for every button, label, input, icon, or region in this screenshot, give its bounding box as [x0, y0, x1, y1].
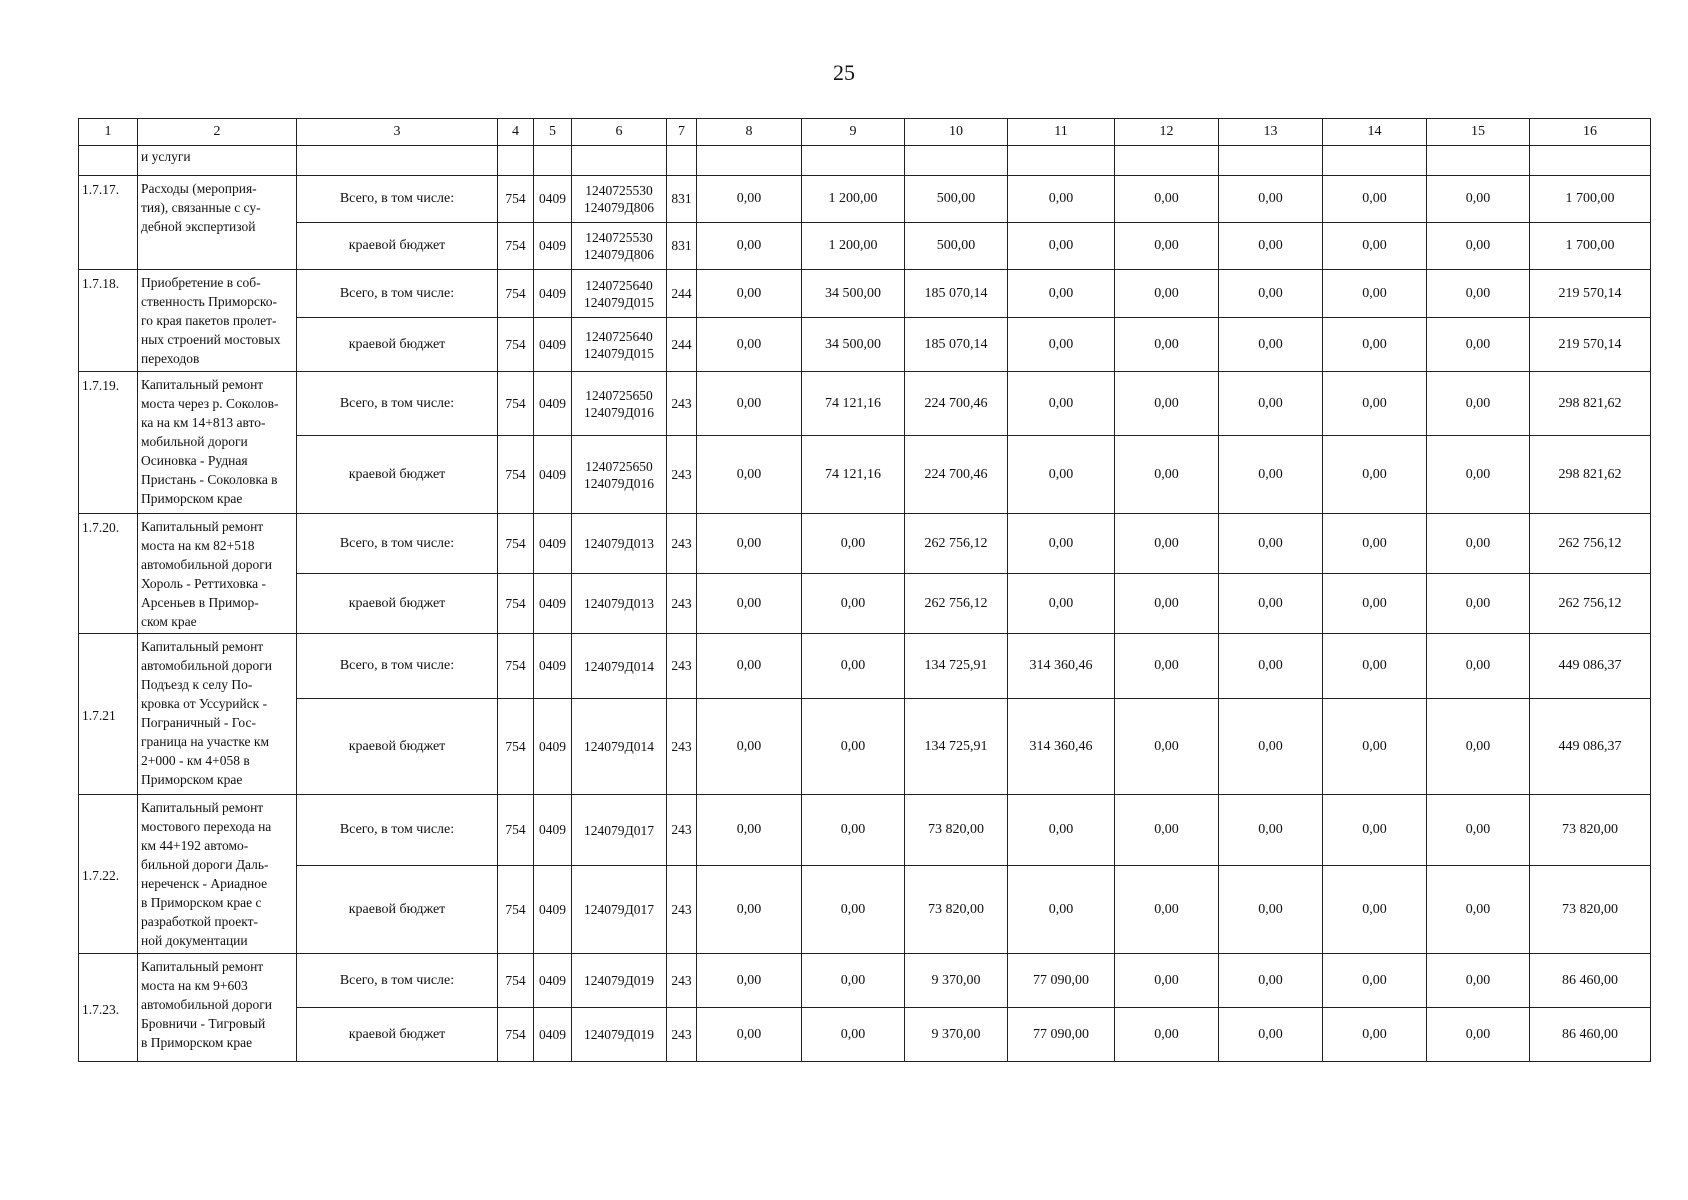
budget-table: [78, 118, 1651, 1062]
table-row: [79, 514, 1651, 574]
code-expense-type: 243: [667, 795, 697, 866]
code-target-article: 1240725530 124079Д806: [572, 223, 667, 270]
value-cell: 0,00: [1008, 436, 1115, 514]
value-cell: 0,00: [1115, 372, 1219, 436]
empty-cell: [534, 146, 572, 176]
value-cell: 0,00: [1427, 574, 1530, 634]
code-target-article: 124079Д019: [572, 1008, 667, 1062]
value-cell: 34 500,00: [802, 270, 905, 318]
code-expense-type: 831: [667, 223, 697, 270]
header-cell: 7: [667, 119, 697, 146]
value-cell: 0,00: [1427, 176, 1530, 223]
code-expense-type: 831: [667, 176, 697, 223]
value-cell: 0,00: [1219, 318, 1323, 372]
code-expense-type: 243: [667, 574, 697, 634]
header-cell: 10: [905, 119, 1008, 146]
value-cell: 224 700,46: [905, 436, 1008, 514]
value-cell: 0,00: [1115, 1008, 1219, 1062]
value-cell: 0,00: [1115, 436, 1219, 514]
value-cell: 0,00: [1008, 866, 1115, 954]
value-cell: 134 725,91: [905, 634, 1008, 699]
row-number: 1.7.18.: [79, 270, 138, 372]
value-cell: 0,00: [697, 954, 802, 1008]
value-cell: 0,00: [802, 634, 905, 699]
funding-type: Всего, в том числе:: [297, 372, 498, 436]
value-cell: 0,00: [1219, 176, 1323, 223]
value-cell: 0,00: [1219, 223, 1323, 270]
value-cell: 0,00: [1219, 436, 1323, 514]
value-cell: 0,00: [697, 795, 802, 866]
value-total: 219 570,14: [1530, 318, 1651, 372]
value-cell: 0,00: [1008, 514, 1115, 574]
value-cell: 0,00: [1323, 699, 1427, 795]
value-cell: 1 200,00: [802, 176, 905, 223]
value-total: 86 460,00: [1530, 1008, 1651, 1062]
value-cell: 0,00: [1323, 634, 1427, 699]
funding-type: краевой бюджет: [297, 318, 498, 372]
value-cell: 0,00: [1427, 372, 1530, 436]
table-row: [79, 223, 1651, 270]
value-cell: 500,00: [905, 223, 1008, 270]
value-cell: 0,00: [1219, 270, 1323, 318]
value-cell: 0,00: [1323, 514, 1427, 574]
value-cell: 262 756,12: [905, 514, 1008, 574]
value-cell: 77 090,00: [1008, 1008, 1115, 1062]
value-cell: 0,00: [697, 574, 802, 634]
value-cell: 0,00: [802, 1008, 905, 1062]
value-total: 86 460,00: [1530, 954, 1651, 1008]
value-cell: 0,00: [1008, 795, 1115, 866]
code-grbs: 754: [498, 176, 534, 223]
value-cell: 0,00: [1219, 954, 1323, 1008]
value-cell: 0,00: [1008, 318, 1115, 372]
value-cell: 0,00: [1323, 866, 1427, 954]
code-section: 0409: [534, 436, 572, 514]
value-cell: 34 500,00: [802, 318, 905, 372]
table-row: [79, 634, 1651, 699]
value-cell: 500,00: [905, 176, 1008, 223]
value-cell: 185 070,14: [905, 270, 1008, 318]
table-row: [79, 954, 1651, 1008]
table-row: [79, 436, 1651, 514]
value-cell: 74 121,16: [802, 436, 905, 514]
value-cell: 0,00: [1427, 954, 1530, 1008]
code-grbs: 754: [498, 514, 534, 574]
value-cell: 77 090,00: [1008, 954, 1115, 1008]
value-cell: 0,00: [1427, 223, 1530, 270]
code-target-article: 124079Д019: [572, 954, 667, 1008]
value-cell: 0,00: [1219, 514, 1323, 574]
funding-type: краевой бюджет: [297, 574, 498, 634]
value-cell: 0,00: [1115, 514, 1219, 574]
code-expense-type: 243: [667, 866, 697, 954]
value-total: 262 756,12: [1530, 514, 1651, 574]
value-cell: 9 370,00: [905, 954, 1008, 1008]
row-number: 1.7.17.: [79, 176, 138, 270]
value-cell: 0,00: [1115, 270, 1219, 318]
code-target-article: 124079Д014: [572, 699, 667, 795]
value-cell: 0,00: [697, 866, 802, 954]
row-number: 1.7.19.: [79, 372, 138, 514]
value-cell: 0,00: [1323, 372, 1427, 436]
value-cell: 224 700,46: [905, 372, 1008, 436]
code-section: 0409: [534, 372, 572, 436]
empty-cell: [297, 146, 498, 176]
table-row: [79, 574, 1651, 634]
header-cell: 6: [572, 119, 667, 146]
header-cell: 15: [1427, 119, 1530, 146]
header-cell: 12: [1115, 119, 1219, 146]
table-row: [79, 372, 1651, 436]
value-cell: 0,00: [1115, 699, 1219, 795]
value-cell: 0,00: [697, 318, 802, 372]
code-target-article: 124079Д017: [572, 866, 667, 954]
code-target-article: 1240725640 124079Д015: [572, 270, 667, 318]
code-expense-type: 244: [667, 318, 697, 372]
header-cell: 3: [297, 119, 498, 146]
continuation-row: [79, 146, 1651, 176]
header-cell: 16: [1530, 119, 1651, 146]
value-total: 298 821,62: [1530, 436, 1651, 514]
code-expense-type: 243: [667, 954, 697, 1008]
value-cell: 0,00: [1323, 954, 1427, 1008]
code-expense-type: 243: [667, 372, 697, 436]
continuation-text: и услуги: [138, 146, 297, 176]
value-cell: 1 200,00: [802, 223, 905, 270]
value-cell: 314 360,46: [1008, 634, 1115, 699]
empty-cell: [572, 146, 667, 176]
funding-type: Всего, в том числе:: [297, 514, 498, 574]
funding-type: краевой бюджет: [297, 699, 498, 795]
code-section: 0409: [534, 318, 572, 372]
value-cell: 0,00: [1427, 699, 1530, 795]
row-name: Капитальный ремонт мостового перехода на км 44+192 автомо- бильной дороги Даль- нереченск - Ариадное в Приморском крае с разработкой проект- ной документации: [138, 795, 297, 954]
value-cell: 0,00: [1115, 954, 1219, 1008]
value-cell: 0,00: [697, 1008, 802, 1062]
value-cell: 0,00: [697, 372, 802, 436]
header-row: [79, 119, 1651, 146]
code-section: 0409: [534, 223, 572, 270]
value-cell: 0,00: [1008, 372, 1115, 436]
value-cell: 0,00: [1323, 318, 1427, 372]
code-grbs: 754: [498, 1008, 534, 1062]
value-cell: 0,00: [1219, 634, 1323, 699]
value-cell: 0,00: [1427, 270, 1530, 318]
code-section: 0409: [534, 795, 572, 866]
code-expense-type: 243: [667, 436, 697, 514]
header-cell: 11: [1008, 119, 1115, 146]
value-cell: 0,00: [1115, 176, 1219, 223]
code-target-article: 124079Д017: [572, 795, 667, 866]
code-section: 0409: [534, 270, 572, 318]
value-cell: 0,00: [697, 634, 802, 699]
value-cell: 0,00: [697, 176, 802, 223]
value-cell: 0,00: [802, 699, 905, 795]
value-cell: 0,00: [1427, 866, 1530, 954]
code-expense-type: 244: [667, 270, 697, 318]
value-cell: 0,00: [1427, 634, 1530, 699]
code-grbs: 754: [498, 866, 534, 954]
empty-cell: [1115, 146, 1219, 176]
code-target-article: 1240725640 124079Д015: [572, 318, 667, 372]
empty-cell: [1323, 146, 1427, 176]
header-cell: 8: [697, 119, 802, 146]
table-row: [79, 318, 1651, 372]
value-total: 219 570,14: [1530, 270, 1651, 318]
value-cell: 0,00: [1008, 574, 1115, 634]
code-grbs: 754: [498, 223, 534, 270]
header-cell: 1: [79, 119, 138, 146]
funding-type: Всего, в том числе:: [297, 270, 498, 318]
value-cell: 0,00: [1115, 634, 1219, 699]
value-cell: 0,00: [802, 514, 905, 574]
code-section: 0409: [534, 574, 572, 634]
code-expense-type: 243: [667, 699, 697, 795]
table-row: [79, 1008, 1651, 1062]
value-cell: 0,00: [697, 699, 802, 795]
code-target-article: 124079Д014: [572, 634, 667, 699]
value-total: 73 820,00: [1530, 795, 1651, 866]
table-row: [79, 699, 1651, 795]
code-grbs: 754: [498, 372, 534, 436]
value-total: 449 086,37: [1530, 634, 1651, 699]
code-expense-type: 243: [667, 1008, 697, 1062]
row-name: Капитальный ремонт моста через р. Соколов- ка на км 14+813 авто- мобильной дороги Осиновка - Рудная Пристань - Соколовка в Приморском крае: [138, 372, 297, 514]
funding-type: Всего, в том числе:: [297, 176, 498, 223]
code-section: 0409: [534, 954, 572, 1008]
header-cell: 14: [1323, 119, 1427, 146]
empty-cell: [1008, 146, 1115, 176]
code-grbs: 754: [498, 574, 534, 634]
value-cell: 0,00: [1008, 270, 1115, 318]
value-cell: 0,00: [1219, 866, 1323, 954]
code-section: 0409: [534, 1008, 572, 1062]
header-cell: 2: [138, 119, 297, 146]
value-cell: 0,00: [1008, 223, 1115, 270]
code-grbs: 754: [498, 634, 534, 699]
value-cell: 0,00: [1427, 436, 1530, 514]
row-name: Капитальный ремонт автомобильной дороги Подъезд к селу По- кровка от Уссурийск - Пограничный - Гос- граница на участке км 2+000 - км 4+058 в Приморском крае: [138, 634, 297, 795]
code-grbs: 754: [498, 436, 534, 514]
code-expense-type: 243: [667, 514, 697, 574]
value-cell: 74 121,16: [802, 372, 905, 436]
code-grbs: 754: [498, 270, 534, 318]
code-section: 0409: [534, 176, 572, 223]
value-cell: 0,00: [1219, 1008, 1323, 1062]
value-cell: 0,00: [802, 866, 905, 954]
empty-cell: [802, 146, 905, 176]
value-total: 262 756,12: [1530, 574, 1651, 634]
funding-type: краевой бюджет: [297, 436, 498, 514]
code-grbs: 754: [498, 318, 534, 372]
empty-cell: [1219, 146, 1323, 176]
value-cell: 314 360,46: [1008, 699, 1115, 795]
funding-type: краевой бюджет: [297, 223, 498, 270]
code-target-article: 1240725650 124079Д016: [572, 436, 667, 514]
empty-cell: [79, 146, 138, 176]
value-cell: 0,00: [802, 795, 905, 866]
value-cell: 9 370,00: [905, 1008, 1008, 1062]
code-section: 0409: [534, 699, 572, 795]
row-name: Капитальный ремонт моста на км 9+603 автомобильной дороги Бровничи - Тигровый в Приморском крае: [138, 954, 297, 1062]
code-section: 0409: [534, 866, 572, 954]
value-cell: 0,00: [1219, 372, 1323, 436]
code-expense-type: 243: [667, 634, 697, 699]
row-number: 1.7.22.: [79, 795, 138, 954]
value-cell: 0,00: [1323, 1008, 1427, 1062]
value-cell: 0,00: [697, 436, 802, 514]
code-grbs: 754: [498, 795, 534, 866]
header-cell: 4: [498, 119, 534, 146]
row-name: Приобретение в соб- ственность Приморско- го края пакетов пролет- ных строений мостовых переходов: [138, 270, 297, 372]
value-total: 449 086,37: [1530, 699, 1651, 795]
value-cell: 0,00: [697, 514, 802, 574]
value-cell: 0,00: [1323, 574, 1427, 634]
code-target-article: 1240725530 124079Д806: [572, 176, 667, 223]
value-cell: 0,00: [1323, 223, 1427, 270]
code-section: 0409: [534, 634, 572, 699]
value-cell: 0,00: [1427, 514, 1530, 574]
table-row: [79, 176, 1651, 223]
value-total: 73 820,00: [1530, 866, 1651, 954]
value-cell: 73 820,00: [905, 795, 1008, 866]
code-target-article: 124079Д013: [572, 574, 667, 634]
code-section: 0409: [534, 514, 572, 574]
empty-cell: [667, 146, 697, 176]
value-cell: 0,00: [1115, 795, 1219, 866]
value-cell: 0,00: [1427, 795, 1530, 866]
value-cell: 185 070,14: [905, 318, 1008, 372]
value-cell: 134 725,91: [905, 699, 1008, 795]
table-row: [79, 795, 1651, 866]
funding-type: краевой бюджет: [297, 866, 498, 954]
value-cell: 0,00: [1323, 176, 1427, 223]
value-cell: 0,00: [1323, 270, 1427, 318]
value-cell: 0,00: [697, 270, 802, 318]
page-number: 25: [833, 60, 855, 85]
value-cell: 0,00: [1115, 574, 1219, 634]
value-cell: 0,00: [1219, 795, 1323, 866]
table-row: [79, 270, 1651, 318]
row-number: 1.7.20.: [79, 514, 138, 634]
row-name: Расходы (мероприя- тия), связанные с су- дебной экспертизой: [138, 176, 297, 270]
empty-cell: [905, 146, 1008, 176]
code-target-article: 124079Д013: [572, 514, 667, 574]
value-cell: 73 820,00: [905, 866, 1008, 954]
value-cell: 262 756,12: [905, 574, 1008, 634]
empty-cell: [498, 146, 534, 176]
empty-cell: [1427, 146, 1530, 176]
value-cell: 0,00: [1115, 223, 1219, 270]
value-cell: 0,00: [697, 223, 802, 270]
funding-type: Всего, в том числе:: [297, 954, 498, 1008]
value-total: 1 700,00: [1530, 223, 1651, 270]
value-cell: 0,00: [1219, 574, 1323, 634]
empty-cell: [1530, 146, 1651, 176]
row-number: 1.7.21: [79, 634, 138, 795]
value-cell: 0,00: [1219, 699, 1323, 795]
value-cell: 0,00: [802, 954, 905, 1008]
header-cell: 13: [1219, 119, 1323, 146]
funding-type: краевой бюджет: [297, 1008, 498, 1062]
value-cell: 0,00: [1115, 866, 1219, 954]
row-name: Капитальный ремонт моста на км 82+518 автомобильной дороги Хороль - Реттиховка - Арсеньев в Примор- ском крае: [138, 514, 297, 634]
value-cell: 0,00: [1427, 1008, 1530, 1062]
value-cell: 0,00: [1427, 318, 1530, 372]
code-grbs: 754: [498, 954, 534, 1008]
code-grbs: 754: [498, 699, 534, 795]
value-cell: 0,00: [1008, 176, 1115, 223]
header-cell: 9: [802, 119, 905, 146]
code-target-article: 1240725650 124079Д016: [572, 372, 667, 436]
value-cell: 0,00: [1115, 318, 1219, 372]
empty-cell: [697, 146, 802, 176]
row-number: 1.7.23.: [79, 954, 138, 1062]
header-cell: 5: [534, 119, 572, 146]
funding-type: Всего, в том числе:: [297, 634, 498, 699]
value-cell: 0,00: [802, 574, 905, 634]
value-total: 298 821,62: [1530, 372, 1651, 436]
value-cell: 0,00: [1323, 795, 1427, 866]
value-total: 1 700,00: [1530, 176, 1651, 223]
funding-type: Всего, в том числе:: [297, 795, 498, 866]
table-row: [79, 866, 1651, 954]
value-cell: 0,00: [1323, 436, 1427, 514]
